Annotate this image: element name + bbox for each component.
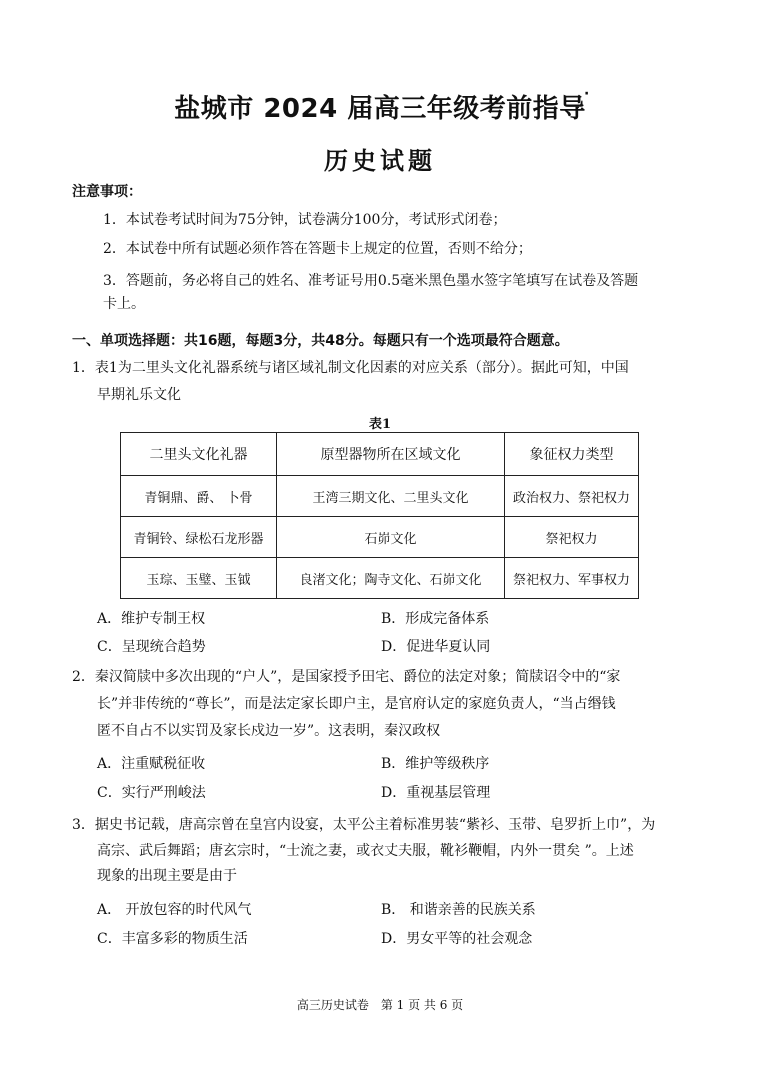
table-cell: 政治权力、祭祀权力	[505, 476, 639, 517]
table-cell: 石峁文化	[277, 517, 505, 558]
q1-option-b: B．形成完备体系	[381, 611, 490, 627]
table-cell: 玉琮、玉璧、玉钺	[121, 558, 277, 599]
q3-stem-line3: 现象的出现主要是由于	[97, 868, 237, 884]
q1-option-d: D．促进华夏认同	[381, 639, 491, 655]
q2-option-c: C．实行严刑峻法	[97, 785, 206, 801]
q3-option-d: D．男女平等的社会观念	[381, 931, 533, 947]
q1-stem-line2: 早期礼乐文化	[97, 387, 181, 403]
table-row	[121, 517, 639, 558]
q1-option-c: C．呈现统合趋势	[97, 639, 206, 655]
page-footer: 高三历史试卷 第 1 页 共 6 页	[296, 998, 464, 1012]
table-header: 原型器物所在区域文化	[277, 433, 505, 476]
q1-option-a: A．维护专制王权	[97, 611, 206, 627]
table-caption: 表1	[368, 417, 392, 432]
table-cell: 良渚文化；陶寺文化、石峁文化	[277, 558, 505, 599]
q2-stem-line1: 2．秦汉简牍中多次出现的“户人”，是国家授予田宅、爵位的法定对象；简牍诏令中的“家	[72, 669, 621, 685]
notice-heading: 注意事项：	[72, 184, 142, 200]
notice-item-1: 1．本试卷考试时间为75分钟，试卷满分100分，考试形式闭卷；	[103, 212, 507, 228]
table-cell: 祭祀权力、军事权力	[505, 558, 639, 599]
table-cell: 王湾三期文化、二里头文化	[277, 476, 505, 517]
subject-title: 历史试题	[324, 147, 436, 175]
notice-item-2: 2．本试卷中所有试题必须作答在答题卡上规定的位置，否则不给分；	[103, 241, 532, 257]
notice-item-3: 3．答题前，务必将自己的姓名、准考证号用0.5毫米黑色墨水签字笔填写在试卷及答题	[103, 273, 639, 289]
table-cell: 青铜鼎、爵、 卜骨	[121, 476, 277, 517]
table-row	[121, 558, 639, 599]
title-mark: ·	[584, 86, 590, 102]
notice-item-3-cont: 卡上。	[103, 296, 145, 312]
table-header: 二里头文化礼器	[121, 433, 277, 476]
table-header-row	[121, 433, 639, 476]
q2-option-b: B．维护等级秩序	[381, 756, 490, 772]
q2-option-d: D．重视基层管理	[381, 785, 491, 801]
table-header: 象征权力类型	[505, 433, 639, 476]
table-row	[121, 476, 639, 517]
q3-option-a: A． 开放包容的时代风气	[97, 902, 252, 918]
table-cell: 青铜铃、绿松石龙形器	[121, 517, 277, 558]
q2-stem-line2: 长”并非传统的“尊长”，而是法定家长即户主，是官府认定的家庭负责人，“当占缗钱	[97, 696, 616, 712]
exam-title: 盐城市 2024 届高三年级考前指导	[174, 94, 586, 124]
q3-option-b: B． 和谐亲善的民族关系	[381, 902, 536, 918]
q3-stem-line1: 3．据史书记载，唐高宗曾在皇宫内设宴，太平公主着标准男装“紫衫、玉带、皂罗折上巾”，为	[72, 817, 656, 833]
q1-stem-line1: 1．表1为二里头文化礼器系统与诸区域礼制文化因素的对应关系（部分）。据此可知，中国	[72, 360, 629, 376]
section-heading: 一、单项选择题：共16题，每题3分，共48分。每题只有一个选项最符合题意。	[72, 333, 569, 349]
q1-table	[120, 432, 639, 599]
q2-option-a: A．注重赋税征收	[97, 756, 206, 772]
q2-stem-line3: 匿不自占不以实罚及家长戍边一岁”。这表明，秦汉政权	[97, 723, 441, 739]
q3-option-c: C．丰富多彩的物质生活	[97, 931, 248, 947]
q3-stem-line2: 高宗、武后舞蹈；唐玄宗时，“士流之妻，或衣丈夫服，靴衫鞭帽，内外一贯矣 ”。上述	[97, 843, 634, 859]
table-cell: 祭祀权力	[505, 517, 639, 558]
